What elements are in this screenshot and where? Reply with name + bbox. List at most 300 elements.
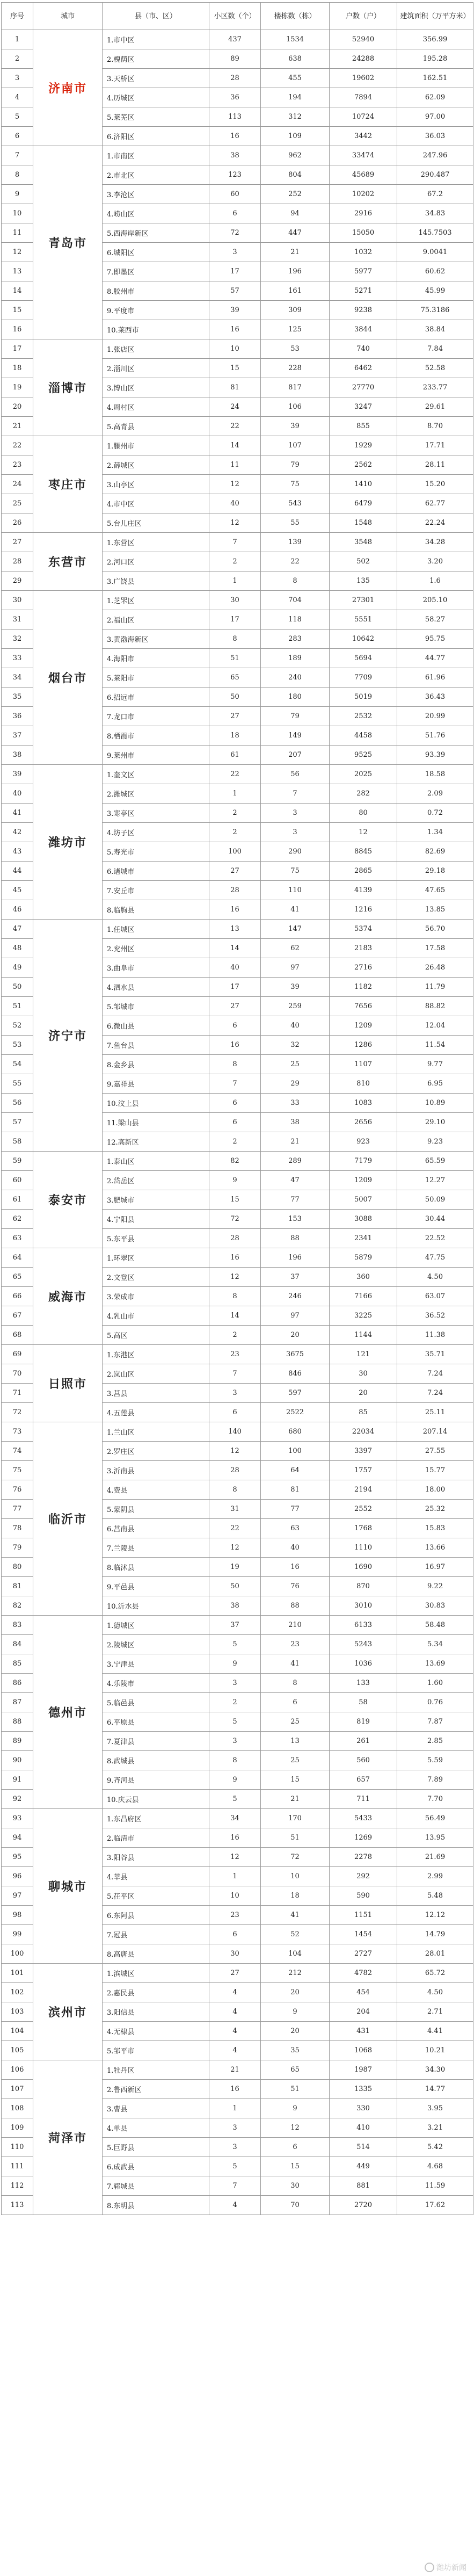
cell-index: 44 [2, 862, 33, 881]
cell-community-count: 16 [209, 1248, 261, 1268]
cell-floor-area: 62.77 [397, 494, 473, 513]
cell-household-count: 135 [330, 571, 397, 591]
cell-floor-area: 4.68 [397, 2157, 473, 2176]
cell-index: 18 [2, 359, 33, 378]
cell-community-count: 22 [209, 765, 261, 784]
cell-floor-area: 14.79 [397, 1925, 473, 1944]
cell-county: 2.陵城区 [103, 1635, 209, 1654]
cell-household-count: 410 [330, 2118, 397, 2138]
cell-floor-area: 16.97 [397, 1558, 473, 1577]
cell-city: 济宁市 [33, 920, 103, 1152]
cell-building-count: 3675 [261, 1345, 330, 1364]
document-sheet [1, 0, 473, 2215]
cell-building-count: 41 [261, 1906, 330, 1925]
cell-county: 12.高新区 [103, 1132, 209, 1152]
cell-household-count: 19602 [330, 69, 397, 88]
cell-county: 4.海阳市 [103, 649, 209, 668]
cell-building-count: 56 [261, 765, 330, 784]
cell-community-count: 113 [209, 107, 261, 127]
cell-floor-area: 12.27 [397, 1171, 473, 1190]
cell-county: 3.山亭区 [103, 475, 209, 494]
cell-county: 3.阳谷县 [103, 1848, 209, 1867]
cell-floor-area: 7.24 [397, 1384, 473, 1403]
cell-household-count: 52940 [330, 30, 397, 49]
cell-building-count: 51 [261, 2080, 330, 2099]
cell-county: 1.张店区 [103, 339, 209, 359]
cell-index: 78 [2, 1519, 33, 1538]
cell-floor-area: 6.95 [397, 1074, 473, 1094]
cell-index: 9 [2, 185, 33, 204]
cell-county: 6.成武县 [103, 2157, 209, 2176]
cell-floor-area: 13.95 [397, 1828, 473, 1848]
cell-floor-area: 28.01 [397, 1944, 473, 1964]
cell-household-count: 1269 [330, 1828, 397, 1848]
cell-floor-area: 4.50 [397, 1268, 473, 1287]
cell-index: 31 [2, 610, 33, 629]
cell-community-count: 14 [209, 436, 261, 455]
cell-community-count: 13 [209, 920, 261, 939]
cell-building-count: 194 [261, 88, 330, 107]
cell-household-count: 590 [330, 1886, 397, 1906]
cell-floor-area: 47.75 [397, 1248, 473, 1268]
cell-floor-area: 65.59 [397, 1152, 473, 1171]
table-row [2, 1345, 473, 1364]
cell-household-count: 80 [330, 804, 397, 823]
cell-household-count: 3844 [330, 320, 397, 339]
cell-index: 30 [2, 591, 33, 610]
cell-index: 86 [2, 1674, 33, 1693]
cell-floor-area: 9.23 [397, 1132, 473, 1152]
cell-county: 7.龙口市 [103, 707, 209, 726]
cell-community-count: 3 [209, 2118, 261, 2138]
cell-building-count: 38 [261, 1113, 330, 1132]
cell-index: 82 [2, 1596, 33, 1616]
cell-city: 泰安市 [33, 1152, 103, 1248]
cell-index: 97 [2, 1886, 33, 1906]
cell-building-count: 196 [261, 262, 330, 281]
cell-household-count: 27301 [330, 591, 397, 610]
cell-floor-area: 2.85 [397, 1732, 473, 1751]
cell-floor-area: 22.52 [397, 1229, 473, 1248]
header-building-count: 楼栋数（栋） [261, 3, 330, 30]
cell-county: 8.临朐县 [103, 900, 209, 920]
cell-household-count: 58 [330, 1693, 397, 1712]
cell-building-count: 2522 [261, 1403, 330, 1422]
cell-index: 64 [2, 1248, 33, 1268]
cell-city: 枣庄市 [33, 436, 103, 533]
cell-index: 62 [2, 1210, 33, 1229]
cell-household-count: 5879 [330, 1248, 397, 1268]
cell-household-count: 12 [330, 823, 397, 842]
cell-index: 41 [2, 804, 33, 823]
cell-community-count: 19 [209, 1558, 261, 1577]
cell-building-count: 704 [261, 591, 330, 610]
cell-household-count: 5433 [330, 1809, 397, 1828]
cell-floor-area: 10.21 [397, 2041, 473, 2060]
cell-floor-area: 62.09 [397, 88, 473, 107]
cell-county: 3.广饶县 [103, 571, 209, 591]
cell-community-count: 31 [209, 1500, 261, 1519]
cell-floor-area: 2.99 [397, 1867, 473, 1886]
cell-county: 1.德城区 [103, 1616, 209, 1635]
cell-floor-area: 13.69 [397, 1654, 473, 1674]
cell-county: 5.台儿庄区 [103, 513, 209, 533]
cell-building-count: 109 [261, 127, 330, 146]
cell-building-count: 1534 [261, 30, 330, 49]
cell-county: 5.高区 [103, 1326, 209, 1345]
cell-index: 83 [2, 1616, 33, 1635]
cell-household-count: 2194 [330, 1480, 397, 1500]
cell-index: 46 [2, 900, 33, 920]
cell-building-count: 240 [261, 668, 330, 688]
cell-building-count: 210 [261, 1616, 330, 1635]
cell-building-count: 8 [261, 571, 330, 591]
cell-county: 6.莒南县 [103, 1519, 209, 1538]
cell-floor-area: 3.95 [397, 2099, 473, 2118]
cell-county: 2.文登区 [103, 1268, 209, 1287]
cell-index: 20 [2, 397, 33, 417]
cell-county: 2.惠民县 [103, 1983, 209, 2002]
cell-county: 7.即墨区 [103, 262, 209, 281]
cell-floor-area: 61.96 [397, 668, 473, 688]
cell-index: 68 [2, 1326, 33, 1345]
cell-building-count: 39 [261, 417, 330, 436]
cell-household-count: 2656 [330, 1113, 397, 1132]
cell-building-count: 118 [261, 610, 330, 629]
cell-index: 107 [2, 2080, 33, 2099]
cell-floor-area: 56.70 [397, 920, 473, 939]
table-header [2, 3, 473, 30]
cell-county: 8.胶州市 [103, 281, 209, 301]
cell-community-count: 3 [209, 1384, 261, 1403]
cell-county: 3.曹县 [103, 2099, 209, 2118]
cell-county: 2.槐荫区 [103, 49, 209, 69]
cell-community-count: 16 [209, 1828, 261, 1848]
cell-floor-area: 5.48 [397, 1886, 473, 1906]
cell-county: 7.鱼台县 [103, 1036, 209, 1055]
cell-floor-area: 2.71 [397, 2002, 473, 2022]
cell-household-count: 27770 [330, 378, 397, 397]
cell-household-count: 514 [330, 2138, 397, 2157]
cell-community-count: 2 [209, 1693, 261, 1712]
cell-community-count: 16 [209, 1036, 261, 1055]
cell-county: 1.兰山区 [103, 1422, 209, 1442]
cell-household-count: 9525 [330, 746, 397, 765]
cell-building-count: 20 [261, 2022, 330, 2041]
cell-household-count: 292 [330, 1867, 397, 1886]
cell-community-count: 12 [209, 513, 261, 533]
cell-index: 5 [2, 107, 33, 127]
cell-county: 3.博山区 [103, 378, 209, 397]
cell-index: 74 [2, 1442, 33, 1461]
cell-county: 3.曲阜市 [103, 958, 209, 978]
cell-household-count: 1410 [330, 475, 397, 494]
cell-county: 2.鲁西新区 [103, 2080, 209, 2099]
cell-index: 103 [2, 2002, 33, 2022]
cell-household-count: 1286 [330, 1036, 397, 1055]
cell-county: 4.单县 [103, 2118, 209, 2138]
cell-index: 28 [2, 552, 33, 571]
cell-floor-area: 0.76 [397, 1693, 473, 1712]
cell-index: 7 [2, 146, 33, 165]
cell-floor-area: 11.79 [397, 978, 473, 997]
cell-floor-area: 1.34 [397, 823, 473, 842]
cell-household-count: 502 [330, 552, 397, 571]
cell-floor-area: 63.07 [397, 1287, 473, 1306]
cell-city: 淄博市 [33, 339, 103, 436]
cell-county: 9.平邑县 [103, 1577, 209, 1596]
cell-county: 6.平原县 [103, 1712, 209, 1732]
cell-index: 58 [2, 1132, 33, 1152]
cell-building-count: 447 [261, 223, 330, 243]
cell-community-count: 60 [209, 185, 261, 204]
cell-community-count: 16 [209, 320, 261, 339]
cell-community-count: 7 [209, 533, 261, 552]
cell-building-count: 597 [261, 1384, 330, 1403]
cell-community-count: 15 [209, 359, 261, 378]
cell-household-count: 711 [330, 1790, 397, 1809]
cell-building-count: 107 [261, 436, 330, 455]
table-row [2, 30, 473, 49]
cell-household-count: 3548 [330, 533, 397, 552]
cell-floor-area: 52.58 [397, 359, 473, 378]
cell-index: 53 [2, 1036, 33, 1055]
cell-community-count: 21 [209, 2060, 261, 2080]
cell-household-count: 7166 [330, 1287, 397, 1306]
cell-floor-area: 38.84 [397, 320, 473, 339]
cell-county: 4.市中区 [103, 494, 209, 513]
cell-county: 8.武城县 [103, 1751, 209, 1770]
cell-household-count: 2865 [330, 862, 397, 881]
cell-index: 48 [2, 939, 33, 958]
cell-county: 7.安丘市 [103, 881, 209, 900]
cell-floor-area: 26.48 [397, 958, 473, 978]
cell-community-count: 30 [209, 591, 261, 610]
cell-floor-area: 195.28 [397, 49, 473, 69]
cell-floor-area: 30.44 [397, 1210, 473, 1229]
cell-county: 8.临沭县 [103, 1558, 209, 1577]
cell-index: 67 [2, 1306, 33, 1326]
cell-community-count: 1 [209, 571, 261, 591]
cell-household-count: 5694 [330, 649, 397, 668]
cell-community-count: 6 [209, 1403, 261, 1422]
cell-community-count: 6 [209, 1016, 261, 1036]
cell-index: 109 [2, 2118, 33, 2138]
cell-floor-area: 233.77 [397, 378, 473, 397]
cell-county: 2.兖州区 [103, 939, 209, 958]
cell-building-count: 3 [261, 804, 330, 823]
cell-floor-area: 51.76 [397, 726, 473, 746]
cell-county: 9.嘉祥县 [103, 1074, 209, 1094]
cell-building-count: 25 [261, 1751, 330, 1770]
cell-county: 8.高唐县 [103, 1944, 209, 1964]
cell-index: 17 [2, 339, 33, 359]
table-row [2, 2060, 473, 2080]
cell-index: 113 [2, 2196, 33, 2215]
cell-index: 111 [2, 2157, 33, 2176]
cell-building-count: 41 [261, 1654, 330, 1674]
cell-county: 4.崂山区 [103, 204, 209, 223]
cell-household-count: 5007 [330, 1190, 397, 1210]
cell-building-count: 79 [261, 707, 330, 726]
cell-index: 21 [2, 417, 33, 436]
cell-floor-area: 15.83 [397, 1519, 473, 1538]
cell-county: 4.周村区 [103, 397, 209, 417]
cell-building-count: 64 [261, 1461, 330, 1480]
cell-index: 66 [2, 1287, 33, 1306]
cell-floor-area: 0.72 [397, 804, 473, 823]
cell-index: 76 [2, 1480, 33, 1500]
cell-index: 12 [2, 243, 33, 262]
cell-index: 84 [2, 1635, 33, 1654]
cell-building-count: 53 [261, 339, 330, 359]
cell-index: 81 [2, 1577, 33, 1596]
cell-community-count: 81 [209, 378, 261, 397]
cell-floor-area: 29.61 [397, 397, 473, 417]
header-household-count: 户数（户） [330, 3, 397, 30]
cell-county: 2.潍城区 [103, 784, 209, 804]
cell-index: 59 [2, 1152, 33, 1171]
cell-county: 4.泗水县 [103, 978, 209, 997]
cell-index: 37 [2, 726, 33, 746]
cell-floor-area: 29.18 [397, 862, 473, 881]
cell-city: 滨州市 [33, 1964, 103, 2060]
table-row [2, 339, 473, 359]
cell-community-count: 1 [209, 2099, 261, 2118]
cell-floor-area: 18.00 [397, 1480, 473, 1500]
cell-floor-area: 58.48 [397, 1616, 473, 1635]
cell-community-count: 17 [209, 262, 261, 281]
cell-building-count: 161 [261, 281, 330, 301]
cell-city: 青岛市 [33, 146, 103, 339]
cell-household-count: 330 [330, 2099, 397, 2118]
cell-household-count: 22034 [330, 1422, 397, 1442]
cell-building-count: 15 [261, 2157, 330, 2176]
cell-community-count: 16 [209, 2080, 261, 2099]
header-row [2, 3, 473, 30]
cell-index: 6 [2, 127, 33, 146]
cell-floor-area: 17.62 [397, 2196, 473, 2215]
cell-community-count: 5 [209, 1712, 261, 1732]
cell-county: 7.兰陵县 [103, 1538, 209, 1558]
cell-building-count: 804 [261, 165, 330, 185]
cell-county: 1.环翠区 [103, 1248, 209, 1268]
cell-building-count: 37 [261, 1268, 330, 1287]
cell-building-count: 51 [261, 1828, 330, 1848]
cell-floor-area: 7.89 [397, 1770, 473, 1790]
cell-building-count: 106 [261, 397, 330, 417]
cell-index: 61 [2, 1190, 33, 1210]
cell-floor-area: 75.3186 [397, 301, 473, 320]
cell-county: 7.郓城县 [103, 2176, 209, 2196]
cell-building-count: 40 [261, 1538, 330, 1558]
cell-index: 94 [2, 1828, 33, 1848]
cell-community-count: 28 [209, 881, 261, 900]
header-community-count: 小区数（个） [209, 3, 261, 30]
cell-floor-area: 7.70 [397, 1790, 473, 1809]
cell-community-count: 14 [209, 1306, 261, 1326]
cell-community-count: 7 [209, 2176, 261, 2196]
cell-community-count: 50 [209, 1577, 261, 1596]
cell-county: 2.河口区 [103, 552, 209, 571]
cell-community-count: 140 [209, 1422, 261, 1442]
cell-floor-area: 207.14 [397, 1422, 473, 1442]
cell-household-count: 2552 [330, 1500, 397, 1519]
cell-index: 93 [2, 1809, 33, 1828]
cell-county: 3.宁津县 [103, 1654, 209, 1674]
cell-household-count: 5374 [330, 920, 397, 939]
cell-household-count: 5551 [330, 610, 397, 629]
cell-community-count: 10 [209, 1886, 261, 1906]
cell-household-count: 1335 [330, 2080, 397, 2099]
cell-community-count: 3 [209, 1732, 261, 1751]
cell-building-count: 252 [261, 185, 330, 204]
cell-index: 77 [2, 1500, 33, 1519]
cell-household-count: 10724 [330, 107, 397, 127]
cell-index: 91 [2, 1770, 33, 1790]
cell-index: 40 [2, 784, 33, 804]
cell-community-count: 12 [209, 475, 261, 494]
cell-index: 2 [2, 49, 33, 69]
cell-household-count: 5243 [330, 1635, 397, 1654]
cell-floor-area: 3.21 [397, 2118, 473, 2138]
cell-community-count: 2 [209, 1132, 261, 1152]
cell-building-count: 79 [261, 455, 330, 475]
cell-building-count: 8 [261, 1674, 330, 1693]
cell-county: 1.泰山区 [103, 1152, 209, 1171]
cell-community-count: 28 [209, 1461, 261, 1480]
cell-index: 96 [2, 1867, 33, 1886]
cell-building-count: 13 [261, 1732, 330, 1751]
cell-household-count: 20 [330, 1384, 397, 1403]
cell-community-count: 4 [209, 2196, 261, 2215]
cell-index: 88 [2, 1712, 33, 1732]
cell-household-count: 15050 [330, 223, 397, 243]
cell-building-count: 7 [261, 784, 330, 804]
cell-household-count: 1110 [330, 1538, 397, 1558]
cell-county: 6.东阿县 [103, 1906, 209, 1925]
cell-household-count: 7656 [330, 997, 397, 1016]
cell-building-count: 680 [261, 1422, 330, 1442]
cell-county: 6.城阳区 [103, 243, 209, 262]
cell-building-count: 75 [261, 862, 330, 881]
cell-building-count: 149 [261, 726, 330, 746]
cell-community-count: 28 [209, 69, 261, 88]
cell-household-count: 870 [330, 1577, 397, 1596]
cell-household-count: 1209 [330, 1016, 397, 1036]
cell-county: 10.汶上县 [103, 1094, 209, 1113]
cell-building-count: 76 [261, 1577, 330, 1596]
cell-building-count: 125 [261, 320, 330, 339]
cell-community-count: 37 [209, 1616, 261, 1635]
cell-floor-area: 47.65 [397, 881, 473, 900]
cell-community-count: 24 [209, 397, 261, 417]
cell-community-count: 12 [209, 1268, 261, 1287]
cell-building-count: 29 [261, 1074, 330, 1094]
cell-building-count: 25 [261, 1055, 330, 1074]
cell-building-count: 77 [261, 1190, 330, 1210]
cell-building-count: 47 [261, 1171, 330, 1190]
cell-index: 39 [2, 765, 33, 784]
cell-index: 36 [2, 707, 33, 726]
cell-community-count: 27 [209, 707, 261, 726]
cell-community-count: 40 [209, 958, 261, 978]
cell-building-count: 20 [261, 1983, 330, 2002]
cell-community-count: 16 [209, 900, 261, 920]
cell-county: 1.东昌府区 [103, 1809, 209, 1828]
cell-community-count: 7 [209, 1074, 261, 1094]
cell-floor-area: 95.75 [397, 629, 473, 649]
